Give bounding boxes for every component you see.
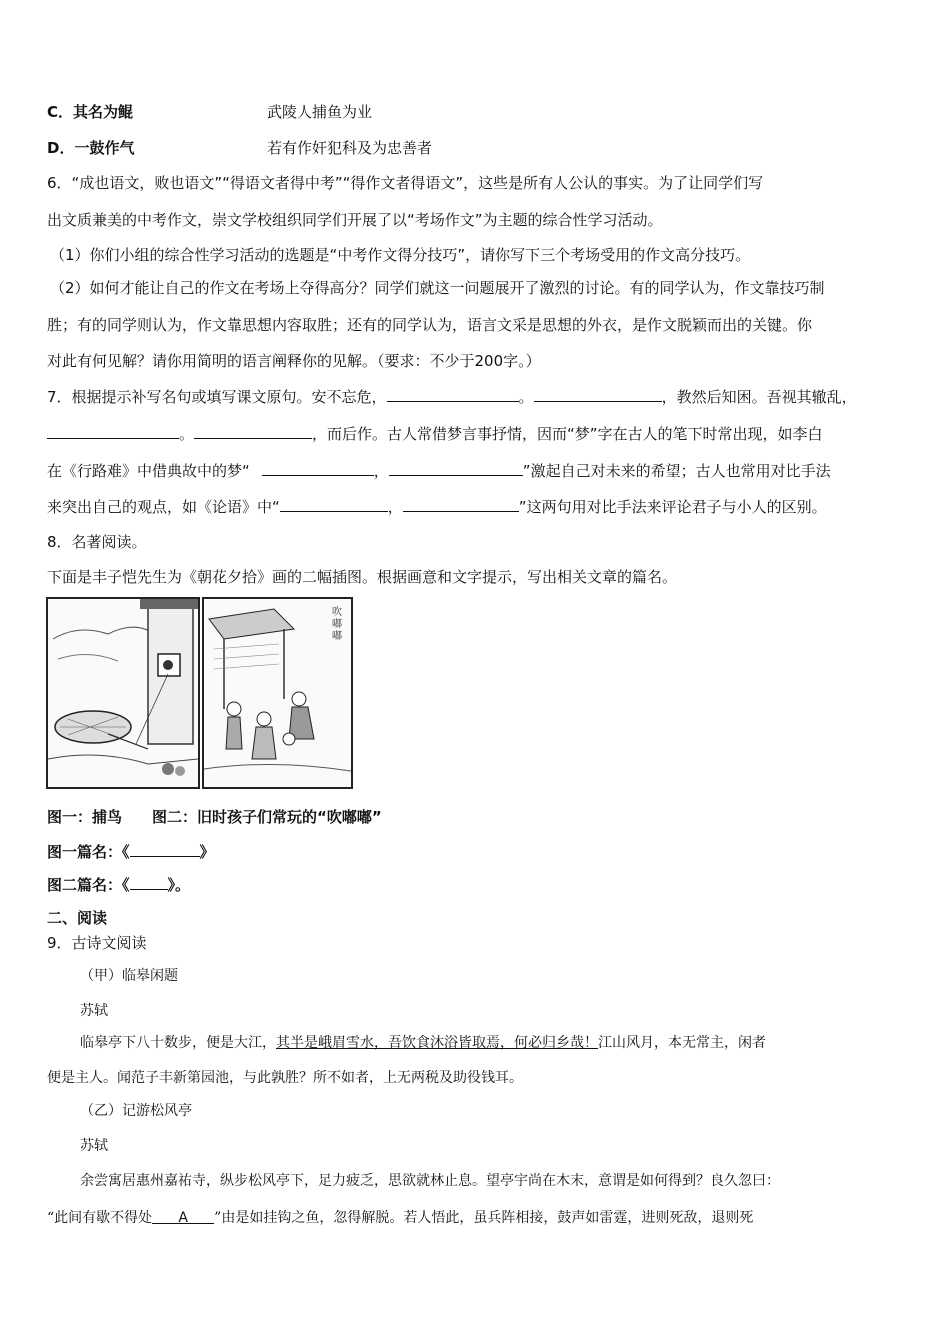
answer-blank[interactable]: [534, 385, 662, 402]
jia-underlined-sentence: 其半是峨眉雪水，吾饮食沐浴皆取焉，何必归乡哉！: [276, 1035, 598, 1051]
section-heading: 二、阅读: [47, 909, 108, 927]
figure-2-vertical-caption: 吹嘟嘟: [332, 607, 342, 642]
q7-line-3: [47, 459, 831, 482]
answer-label-close: 》: [199, 843, 215, 861]
q7-line-1: [47, 385, 857, 408]
answer-blank[interactable]: [130, 873, 168, 890]
children-playing-drawing: [204, 599, 351, 787]
q7-text: ”激起自己对未来的希望；古人也常用对比手法: [522, 462, 831, 480]
figure-1-answer-line: [47, 840, 215, 863]
q6-line-5: 胜；有的同学则认为，作文靠思想内容取胜；还有的同学认为，语言文采是思想的外衣，是作文脱颖而出的关键。你: [47, 316, 813, 334]
q7-text: 7．根据提示补写名句或填写课文原句。安不忘危，: [47, 388, 387, 406]
q7-text: ，: [387, 498, 403, 516]
answer-label-close: 》。: [167, 876, 191, 894]
jia-text: 江山风月，本无常主，闲者: [598, 1035, 766, 1051]
yi-paragraph-line-1: 余尝寓居惠州嘉祐寺，纵步松风亭下，足力疲乏，思欲就林止息。望亭宇尚在木末，意谓是如何得到？良久忽曰：: [80, 1173, 780, 1189]
q7-line-4: [47, 495, 827, 518]
q6-line-4: （2）如何才能让自己的作文在考场上夺得高分？同学们就这一问题展开了激烈的讨论。有的同学认为，作文靠技巧制: [50, 279, 825, 297]
answer-blank[interactable]: [194, 422, 312, 439]
bird-trap-drawing: [48, 599, 198, 787]
answer-label: 图一篇名：《: [47, 843, 130, 861]
q9-title: 9．古诗文阅读: [47, 934, 147, 952]
answer-blank[interactable]: [47, 422, 179, 439]
figure-2-answer-line: [47, 873, 190, 896]
jia-title: （甲）临皋闲题: [80, 968, 178, 984]
q7-text: 。: [518, 388, 534, 406]
q6-line-1: 6．“成也语文，败也语文”“得语文者得中考”“得作文者得语文”，这些是所有人公认的事实。为了让同学们写: [47, 174, 764, 192]
q6-line-6: 对此有何见解？请你用简明的语言阐释你的见解。（要求：不少于200字。）: [47, 352, 541, 370]
yi-paragraph-line-2: [47, 1207, 753, 1229]
q7-text: 。: [179, 425, 195, 443]
answer-blank[interactable]: [130, 840, 200, 857]
answer-blank[interactable]: [403, 495, 519, 512]
figure-1-illustration: [46, 597, 200, 789]
answer-blank[interactable]: [262, 459, 374, 476]
answer-blank[interactable]: [389, 459, 523, 476]
option-c-label: C．其名为鲲: [47, 103, 134, 121]
q7-text: 在《行路难》中借典故中的梦“: [47, 462, 250, 480]
q7-text: ，: [373, 462, 389, 480]
jia-paragraph-line-2: 便是主人。闻范子丰新第园池，与此孰胜？所不如者，上无两税及助役钱耳。: [47, 1070, 523, 1086]
option-d-label: D．一鼓作气: [47, 139, 135, 157]
answer-label: 图二篇名：《: [47, 876, 130, 894]
q6-line-2: 出文质兼美的中考作文，崇文学校组织同学们开展了以“考场作文”为主题的综合性学习活动。: [47, 211, 663, 229]
q7-text: ”这两句用对比手法来评论君子与小人的区别。: [518, 498, 827, 516]
q7-line-2: [47, 422, 823, 445]
answer-blank[interactable]: [280, 495, 388, 512]
yi-text: “此间有歇不得处: [47, 1210, 153, 1226]
jia-author: 苏轼: [80, 1003, 108, 1019]
q6-line-3: （1）你们小组的综合性学习活动的选题是“中考作文得分技巧”，请你写下三个考场受用的作文高分技巧。: [50, 246, 751, 264]
q7-text: 来突出自己的观点，如《论语》中“: [47, 498, 280, 516]
answer-blank-a[interactable]: [152, 1207, 214, 1224]
figure-caption: 图一：捕鸟 图二：旧时孩子们常玩的“吹嘟嘟”: [47, 808, 382, 826]
q8-intro: 下面是丰子恺先生为《朝花夕拾》画的二幅插图。根据画意和文字提示，写出相关文章的篇名。: [47, 568, 678, 586]
jia-text: 临皋亭下八十数步，便是大江，: [80, 1035, 276, 1051]
yi-text: ”由是如挂钩之鱼，忽得解脱。若人悟此，虽兵阵相接，鼓声如雷霆，进则死敌，退则死: [214, 1210, 754, 1226]
q8-title: 8．名著阅读。: [47, 533, 147, 551]
q7-text: ，教然后知困。吾视其辙乱，: [661, 388, 857, 406]
option-c-text: 武陵人捕鱼为业: [267, 103, 373, 121]
option-d-text: 若有作奸犯科及为忠善者: [267, 139, 433, 157]
jia-paragraph-line-1: [80, 1032, 766, 1054]
yi-author: 苏轼: [80, 1138, 108, 1154]
blank-marker: A: [178, 1210, 188, 1226]
figure-2-illustration: [202, 597, 353, 789]
yi-title: （乙）记游松风亭: [80, 1103, 192, 1119]
answer-blank[interactable]: [387, 385, 519, 402]
q7-text: ，而后作。古人常借梦言事抒情，因而“梦”字在古人的笔下时常出现，如李白: [312, 425, 823, 443]
